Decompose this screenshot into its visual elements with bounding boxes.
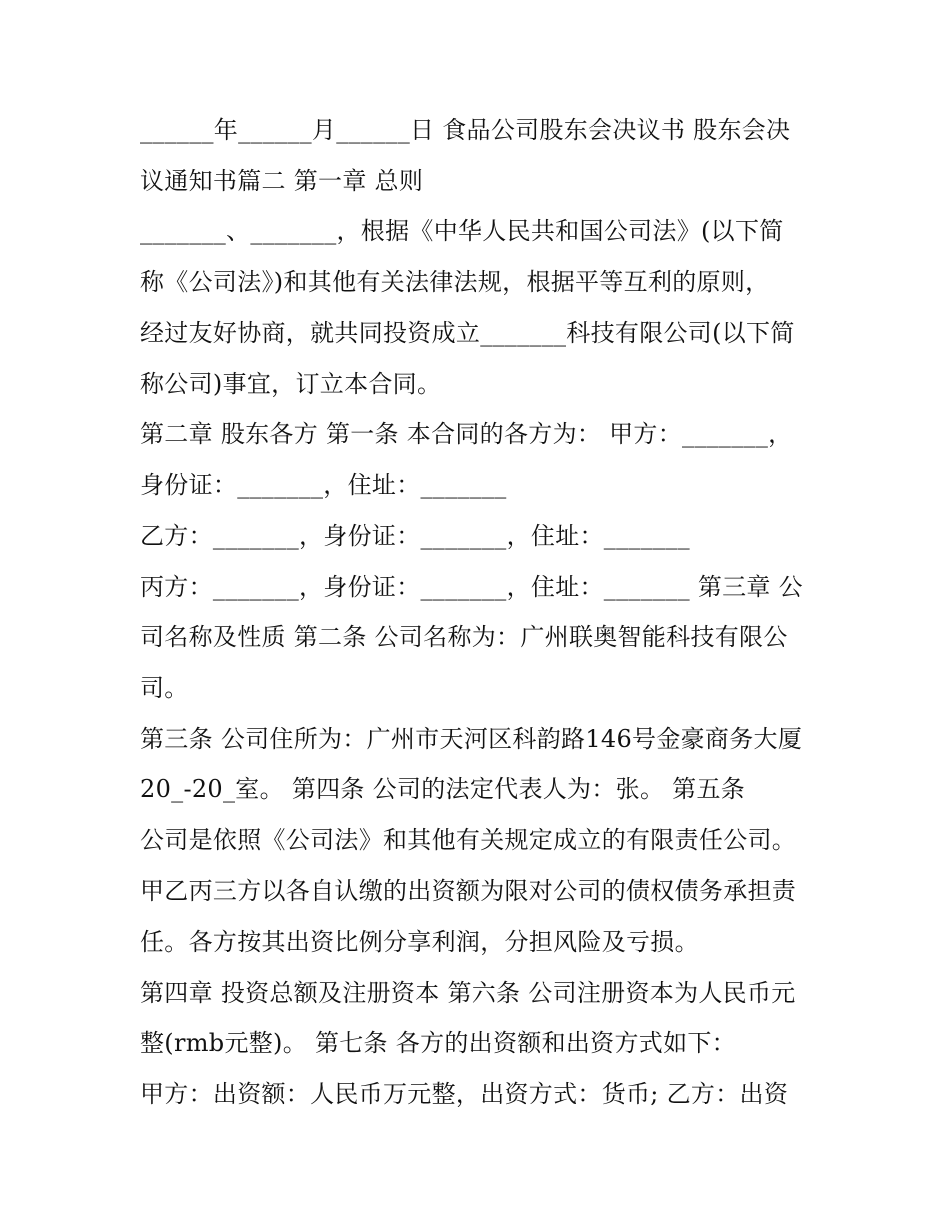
text-line: 20_-20_室。 第四条 公司的法定代表人为：张。 第五条 bbox=[140, 775, 746, 803]
text-line: 称《公司法》)和其他有关法律法规，根据平等互利的原则， bbox=[140, 268, 770, 296]
text-line: ______年______月______日 食品公司股东会决议书 股东会决 bbox=[140, 116, 791, 144]
text-line: 司名称及性质 第二条 公司名称为：广州联奥智能科技有限公 bbox=[140, 623, 788, 651]
text-line: 第三条 公司住所为：广州市天河区科韵路146号金豪商务大厦 bbox=[140, 725, 803, 753]
text-line: 第四章 投资总额及注册资本 第六条 公司注册资本为人民币元 bbox=[140, 979, 796, 1007]
text-line: 司。 bbox=[140, 674, 189, 702]
text-line: 经过友好协商，就共同投资成立_______科技有限公司(以下简 bbox=[140, 319, 795, 347]
text-line: _______、_______，根据《中华人民共和国公司法》(以下简 bbox=[140, 217, 784, 245]
text-line: 甲乙丙三方以各自认缴的出资额为限对公司的债权债务承担责 bbox=[140, 877, 797, 905]
text-line: 称公司)事宜，订立本合同。 bbox=[140, 370, 442, 398]
text-line: 乙方：_______，身份证：_______，住址：_______ bbox=[140, 522, 690, 550]
text-line: 整(rmb元整)。 第七条 各方的出资额和出资方式如下： bbox=[140, 1029, 736, 1057]
text-line: 丙方：_______，身份证：_______，住址：_______ 第三章 公 bbox=[140, 573, 803, 601]
text-line: 任。各方按其出资比例分享利润，分担风险及亏损。 bbox=[140, 928, 699, 956]
text-line: 议通知书篇二 第一章 总则 bbox=[140, 167, 424, 195]
text-line: 甲方：出资额：人民币万元整，出资方式：货币; 乙方：出资 bbox=[140, 1080, 789, 1108]
text-line: 身份证：_______，住址：_______ bbox=[140, 471, 507, 499]
text-line: 公司是依照《公司法》和其他有关规定成立的有限责任公司。 bbox=[140, 826, 797, 854]
text-line: 第二章 股东各方 第一条 本合同的各方为： 甲方：_______， bbox=[140, 420, 793, 448]
